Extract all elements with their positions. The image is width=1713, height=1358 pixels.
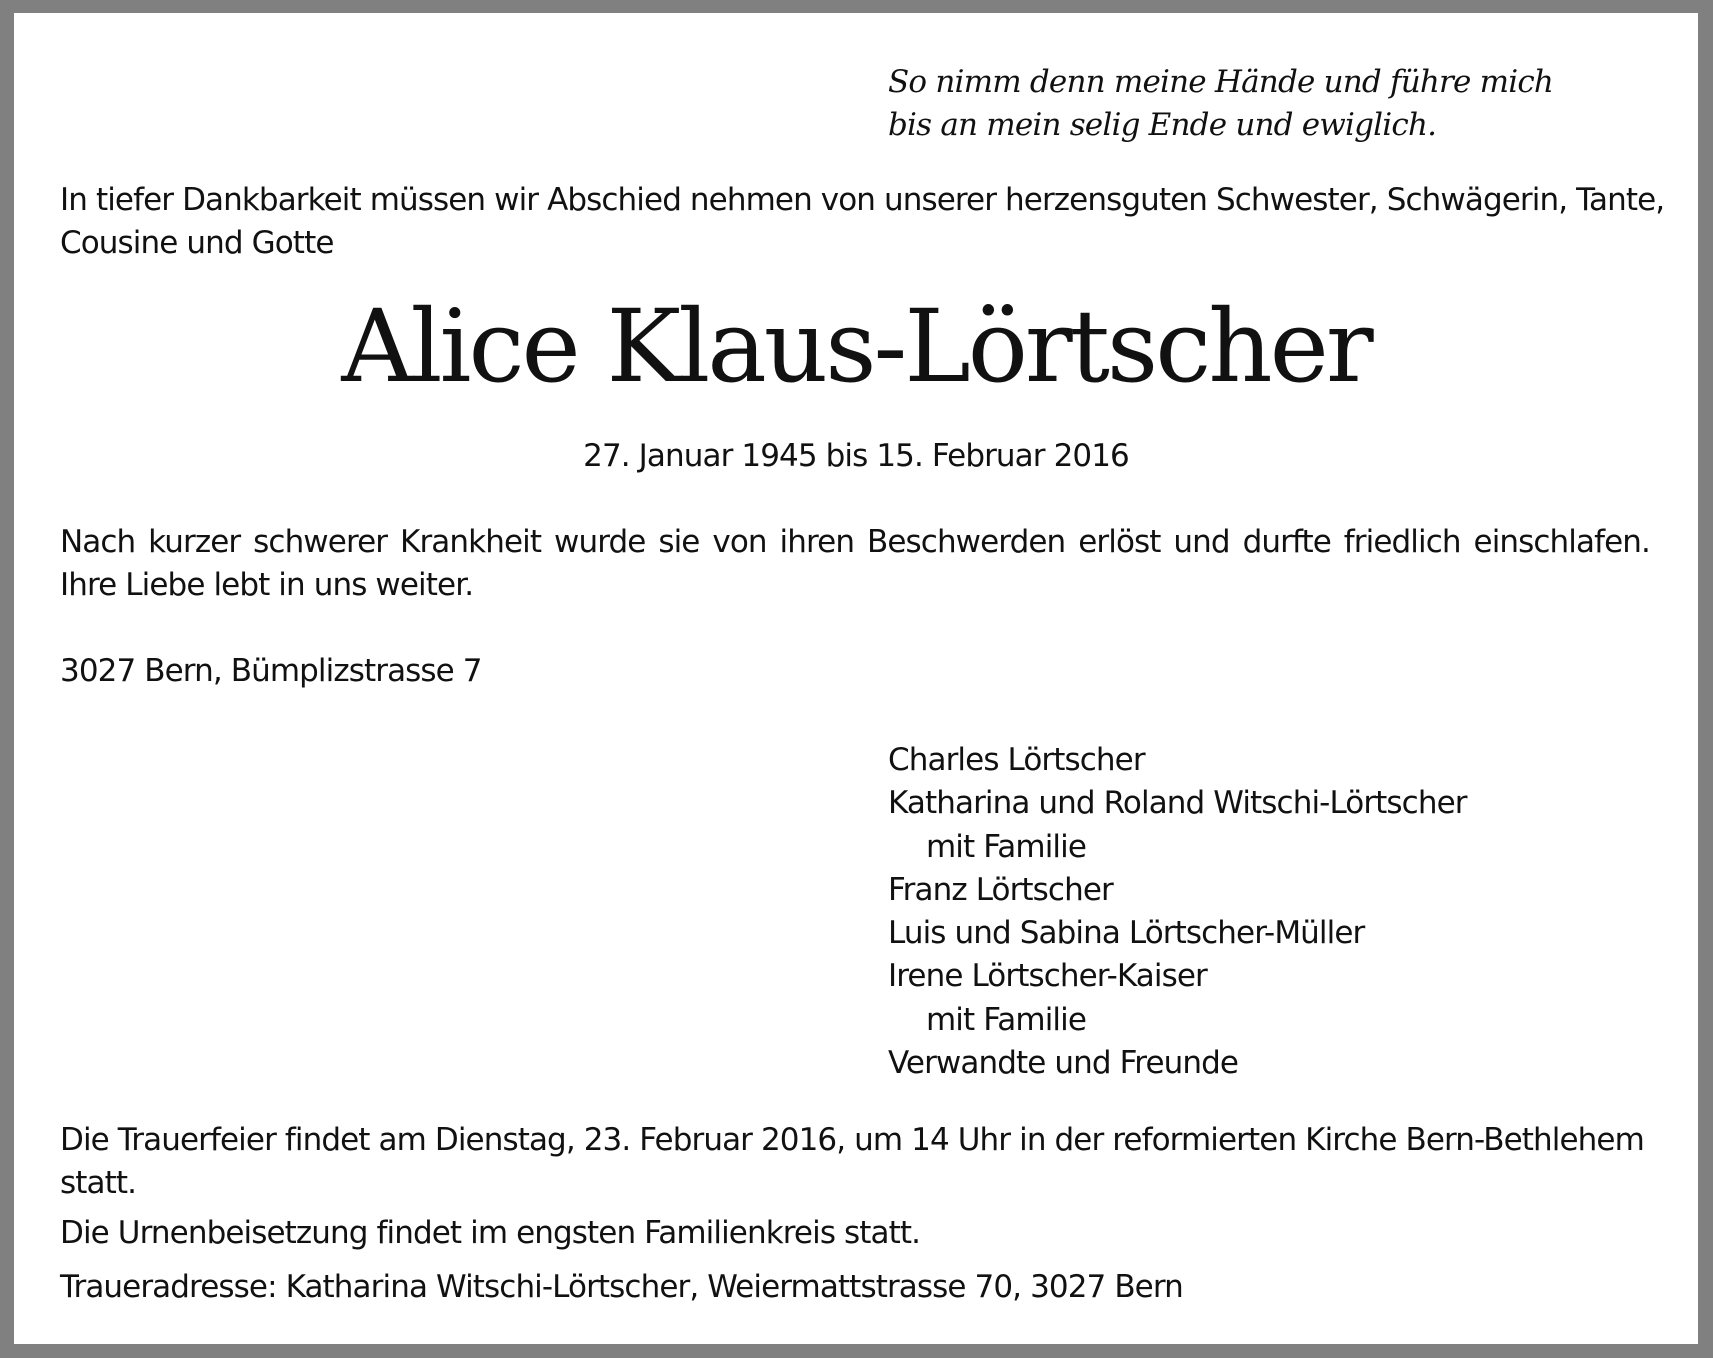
- urn-burial-info: Die Urnenbeisetzung findet im engsten Familienkreis statt.: [60, 1215, 921, 1251]
- obituary-notice: [14, 13, 1698, 1344]
- mourner-entry: Franz Lörtscher: [888, 871, 1113, 908]
- mourner-entry: Charles Lörtscher: [888, 742, 1145, 778]
- illness-line: Nach kurzer schwerer Krankheit wurde sie von ihren Beschwerden erlöst und durfte friedlich einschlafen.: [60, 524, 1650, 560]
- mourners-list: [888, 739, 1467, 1085]
- deceased-name: Alice Klaus-Lörtscher: [341, 288, 1371, 405]
- intro-line: Cousine und Gotte: [60, 225, 334, 261]
- mourning-address: Traueradresse: Katharina Witschi-Lörtscher, Weiermattstrasse 70, 3027 Bern: [60, 1269, 1183, 1305]
- mourner-entry: mit Familie: [926, 828, 1087, 865]
- illness-line: Ihre Liebe lebt in uns weiter.: [60, 567, 474, 603]
- home-address: 3027 Bern, Bümplizstrasse 7: [60, 653, 482, 689]
- mourner-entry: Verwandte und Freunde: [888, 1045, 1239, 1082]
- motto-line: So nimm denn meine Hände und führe mich: [888, 64, 1554, 100]
- illness-text: [60, 521, 1650, 607]
- mourner-entry: Irene Lörtscher-Kaiser: [888, 958, 1207, 995]
- life-dates: 27. Januar 1945 bis 15. Februar 2016: [583, 438, 1129, 474]
- intro-text: [60, 179, 1665, 265]
- ceremony-info: [60, 1119, 1650, 1205]
- motto-verse: [888, 61, 1553, 147]
- mourner-entry: mit Familie: [926, 1001, 1087, 1038]
- intro-line: In tiefer Dankbarkeit müssen wir Abschied nehmen von unserer herzensguten Schwester, Schwägerin, Tante,: [60, 182, 1665, 218]
- ceremony-line: Die Trauerfeier findet am Dienstag, 23. Februar 2016, um 14 Uhr in der reformierten Kirche Bern-Bethlehem: [60, 1122, 1644, 1158]
- ceremony-line: statt.: [60, 1165, 137, 1201]
- motto-line: bis an mein selig Ende und ewiglich.: [888, 107, 1437, 143]
- mourner-entry: Luis und Sabina Lörtscher-Müller: [888, 915, 1365, 952]
- mourner-entry: Katharina und Roland Witschi-Lörtscher: [888, 785, 1467, 822]
